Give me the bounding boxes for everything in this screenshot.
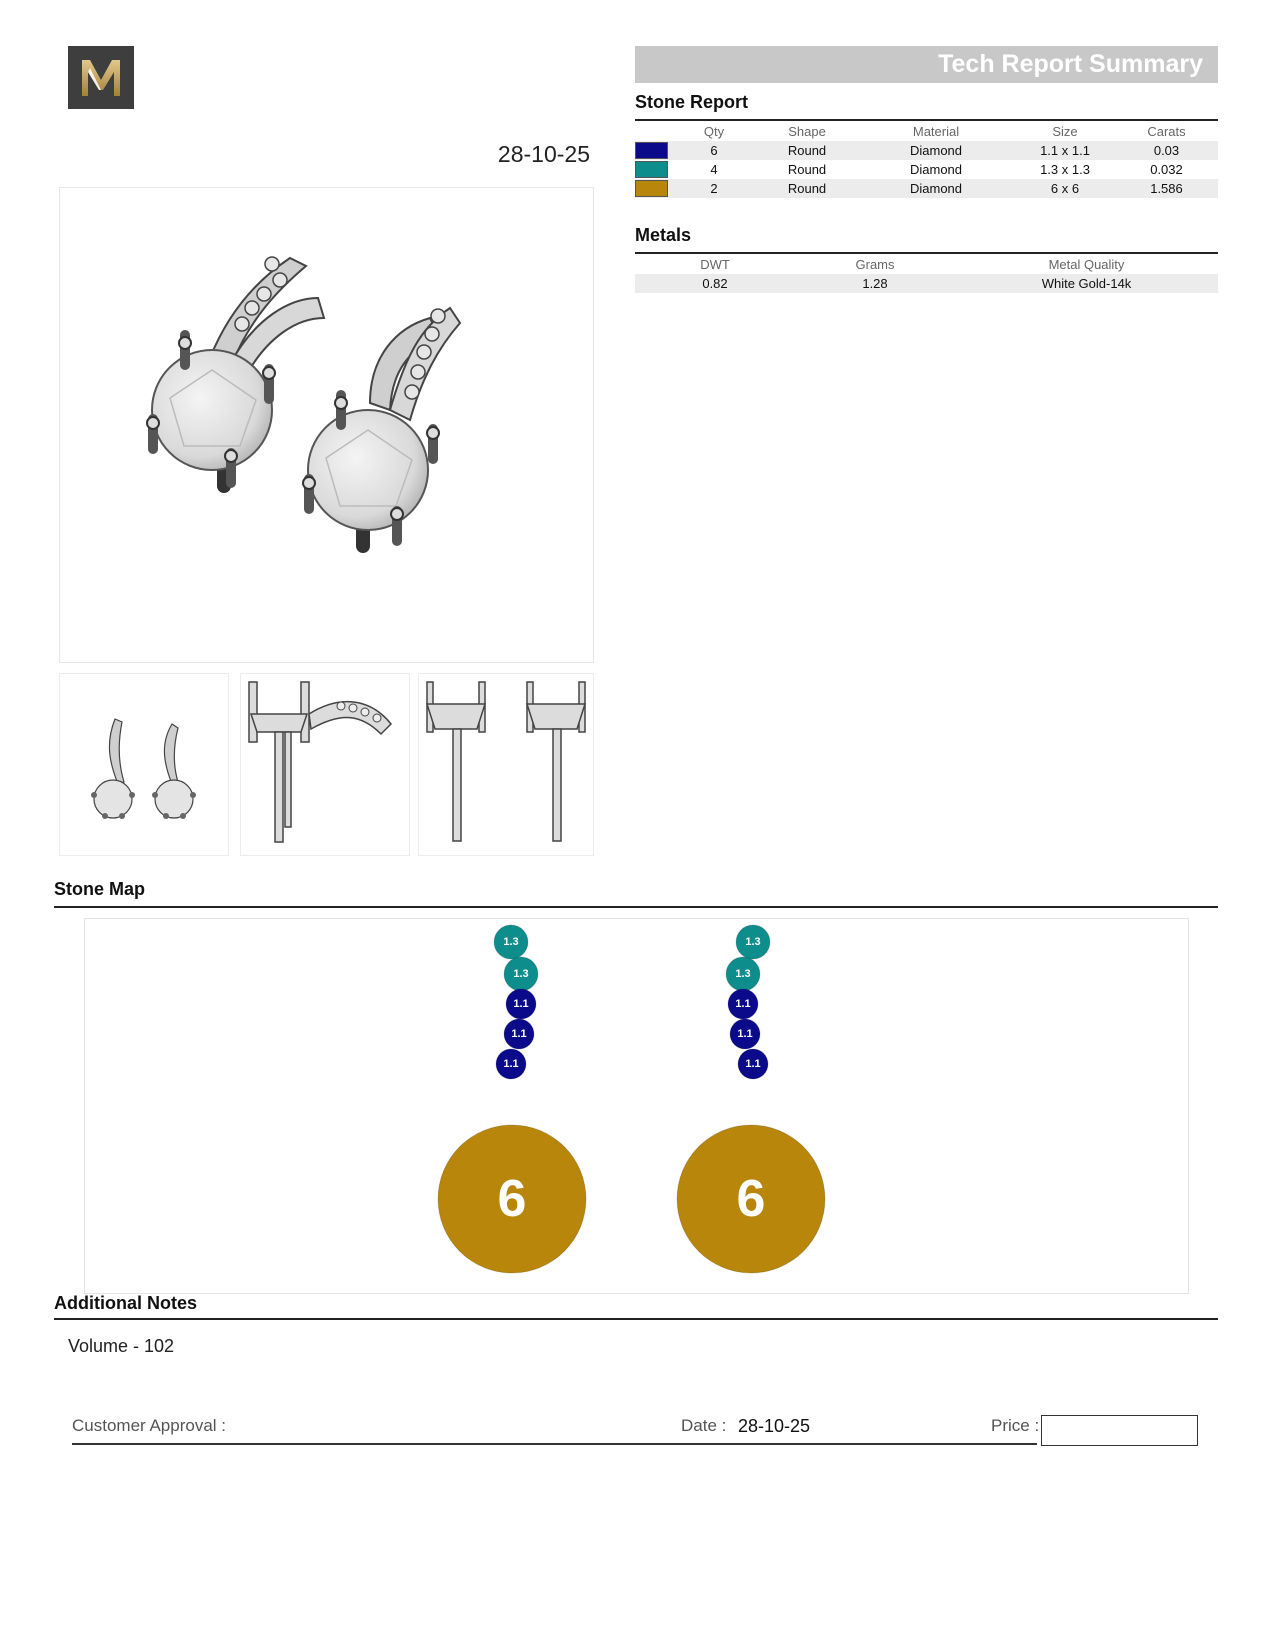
- stone-map-stone: [504, 957, 538, 991]
- table-row: [635, 274, 1218, 293]
- shape-cell: Round: [757, 179, 857, 198]
- stone-report-title: Stone Report: [635, 92, 749, 112]
- stone-map-stone: [494, 925, 528, 959]
- carats-cell: 0.03: [1115, 141, 1218, 160]
- table-row: [635, 160, 1218, 179]
- column-header-grams: Grams: [855, 257, 895, 272]
- column-header-material: Material: [912, 124, 960, 139]
- tech-report-title: Tech Report Summary: [938, 50, 1203, 78]
- metals-header-row: [635, 255, 1218, 274]
- column-header-carats: Carats: [1147, 124, 1186, 139]
- shape-cell: Round: [757, 141, 857, 160]
- report-date: 28-10-25: [497, 141, 590, 167]
- stone-map-label: 6: [736, 1170, 766, 1228]
- stone-map-stone: [677, 1125, 825, 1273]
- stone-color-swatch: [635, 180, 668, 197]
- stone-map-label: 1.1: [503, 1058, 519, 1070]
- approval-date-label: Date :: [681, 1416, 727, 1435]
- qty-cell: 6: [671, 141, 757, 160]
- stone-map-label: 1.1: [737, 1028, 753, 1040]
- stone-map-stone: [728, 989, 758, 1019]
- approval-signature-line: [72, 1443, 1037, 1445]
- material-cell: Diamond: [857, 179, 1015, 198]
- column-header-metal-quality: Metal Quality: [1048, 257, 1125, 272]
- size-cell: 1.1 x 1.1: [1015, 141, 1115, 160]
- carats-cell: 1.586: [1115, 179, 1218, 198]
- stone-map-label: 1.3: [503, 936, 519, 948]
- stone-report-header-row: [635, 122, 1218, 141]
- carats-cell: 0.032: [1150, 162, 1183, 177]
- stone-report-divider: [635, 119, 1218, 121]
- stone-map-stone: [496, 1049, 526, 1079]
- metals-table: [635, 255, 1218, 293]
- column-header-size: Size: [1052, 124, 1078, 139]
- stone-map-stone: [736, 925, 770, 959]
- material-cell: Diamond: [857, 141, 1015, 160]
- stone-map-label: 6: [497, 1170, 527, 1228]
- shape-cell: Round: [787, 162, 827, 177]
- metal-quality-cell: White Gold-14k: [955, 274, 1218, 293]
- thumbnail-front-view: [59, 673, 229, 856]
- stone-map-label: 1.3: [745, 936, 761, 948]
- column-header-qty: Qty: [703, 124, 725, 139]
- stone-map-label: 1.1: [735, 998, 751, 1010]
- stone-map-stone: [726, 957, 760, 991]
- metals-divider: [635, 252, 1218, 254]
- stone-map-title: Stone Map: [54, 879, 146, 899]
- customer-approval-label: Customer Approval :: [72, 1416, 227, 1435]
- price-label: Price :: [991, 1416, 1040, 1435]
- thumbnail-back-view: [418, 673, 594, 856]
- stone-map-stone: [730, 1019, 760, 1049]
- stone-color-swatch: [635, 142, 668, 159]
- notes-divider: [54, 1318, 1218, 1320]
- column-header-dwt: DWT: [700, 257, 730, 272]
- stone-report-table: [635, 122, 1218, 198]
- stone-map-label: 1.1: [511, 1028, 527, 1040]
- stone-map-label: 1.3: [735, 968, 751, 980]
- stone-map-label: 1.1: [513, 998, 529, 1010]
- stone-map-stone: [506, 989, 536, 1019]
- stone-map-stone: [738, 1049, 768, 1079]
- stone-color-swatch: [635, 161, 668, 178]
- tech-report-header: [635, 46, 1218, 83]
- approval-date-value: 28-10-25: [738, 1416, 811, 1436]
- stone-map-label: 1.1: [745, 1058, 761, 1070]
- size-cell: 1.3 x 1.3: [1040, 162, 1090, 177]
- qty-cell: 2: [671, 179, 757, 198]
- company-logo: [68, 46, 134, 109]
- table-row: [635, 179, 1218, 198]
- stone-map-canvas: [85, 919, 1188, 1293]
- dwt-cell: 0.82: [635, 274, 795, 293]
- thumbnail-side-view: [240, 673, 410, 856]
- column-header-shape: Shape: [788, 124, 826, 139]
- price-input[interactable]: [1041, 1415, 1198, 1446]
- metals-title: Metals: [635, 225, 692, 245]
- stone-map-stone: [504, 1019, 534, 1049]
- material-cell: Diamond: [909, 162, 963, 177]
- notes-text: Volume - 102: [68, 1336, 175, 1356]
- additional-notes-title: Additional Notes: [54, 1293, 197, 1313]
- main-render-image: [59, 187, 594, 663]
- table-row: [635, 141, 1218, 160]
- stone-map-stone: [438, 1125, 586, 1273]
- stone-map: [84, 918, 1189, 1294]
- swatch-header: [635, 122, 671, 141]
- qty-cell: 4: [710, 162, 718, 177]
- stone-map-label: 1.3: [513, 968, 529, 980]
- size-cell: 6 x 6: [1015, 179, 1115, 198]
- stone-map-divider: [54, 906, 1218, 908]
- grams-cell: 1.28: [795, 274, 955, 293]
